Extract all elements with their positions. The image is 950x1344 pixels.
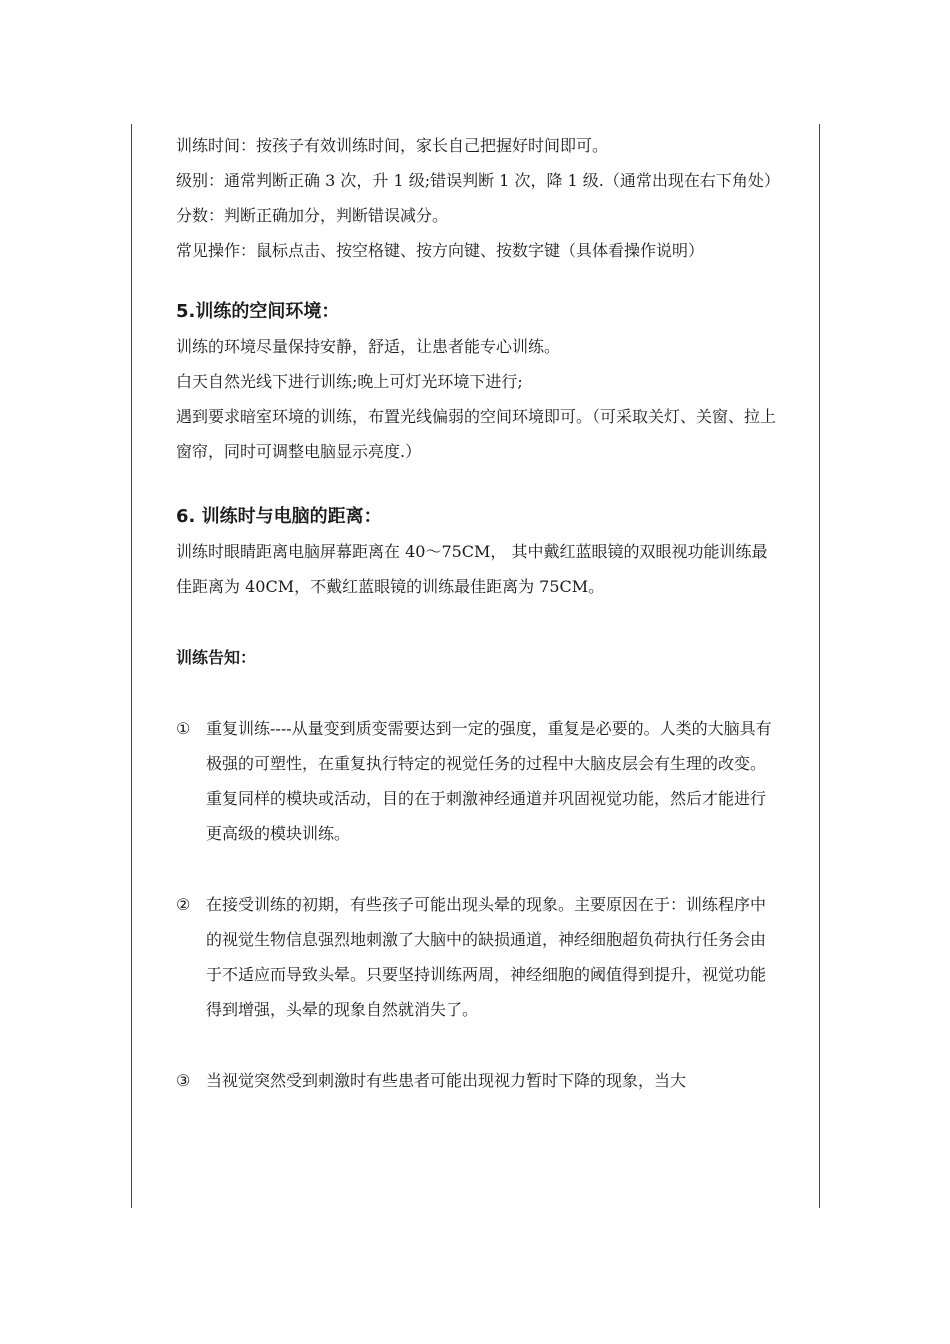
section-5: [176, 294, 776, 469]
level-line: 级别：通常判断正确 3 次，升 1 级;错误判断 1 次，降 1 级.（通常出现在右下角处）: [176, 171, 780, 190]
training-time-line: 训练时间：按孩子有效训练时间，家长自己把握好时间即可。: [176, 136, 609, 155]
page-border-left: [131, 124, 132, 1208]
score-line: 分数：判断正确加分，判断错误减分。: [176, 206, 449, 225]
notice-item-text: 在接受训练的初期，有些孩子可能出现头晕的现象。主要原因在于：训练程序中的视觉生物信息强烈地刺激了大脑中的缺损通道，神经细胞超负荷执行任务会由于不适应而导致头晕。只要坚持训练两周，神经细胞的阈值得到提升，视觉功能得到增强，头晕的现象自然就消失了。: [206, 895, 767, 1019]
notice-item-number: ③: [176, 1071, 191, 1090]
notice-title: 训练告知：: [176, 648, 257, 667]
notice-item-number: ②: [176, 895, 191, 914]
notice-item-2: [176, 887, 776, 1027]
section-5-line-1: 训练的环境尽量保持安静，舒适，让患者能专心训练。: [176, 337, 561, 356]
training-notice: [176, 640, 776, 1098]
document-body: [176, 128, 780, 1098]
operation-line: 常见操作：鼠标点击、按空格键、按方向键、按数字键（具体看操作说明）: [176, 241, 705, 260]
notice-item-text: 重复训练----从量变到质变需要达到一定的强度，重复是必要的。人类的大脑具有极强的可塑性，在重复执行特定的视觉任务的过程中大脑皮层会有生理的改变。重复同样的模块或活动，目的在于刺激神经通道并巩固视觉功能，然后才能进行更高级的模块训练。: [206, 719, 772, 843]
page-border-right: [819, 124, 820, 1208]
section-5-line-3: 遇到要求暗室环境的训练，布置光线偏弱的空间环境即可。（可采取关灯、关窗、拉上窗帘，同时可调整电脑显示亮度.）: [176, 407, 777, 461]
notice-item-text: 当视觉突然受到刺激时有些患者可能出现视力暂时下降的现象，当大: [206, 1071, 687, 1090]
section-5-line-2: 白天自然光线下进行训练;晚上可灯光环境下进行;: [176, 372, 523, 391]
section-6: [176, 499, 776, 604]
section-6-line-1: 训练时眼睛距离电脑屏幕距离在 40～75CM， 其中戴红蓝眼镜的双眼视功能训练最佳距离为 40CM，不戴红蓝眼镜的训练最佳距离为 75CM。: [176, 542, 768, 596]
section-5-heading: 5.训练的空间环境：: [176, 301, 340, 322]
notice-item-3: [176, 1063, 776, 1098]
training-info-block: [176, 128, 780, 268]
section-6-heading: 6. 训练时与电脑的距离：: [176, 506, 382, 527]
notice-item-number: ①: [176, 719, 191, 738]
notice-item-1: [176, 711, 776, 851]
